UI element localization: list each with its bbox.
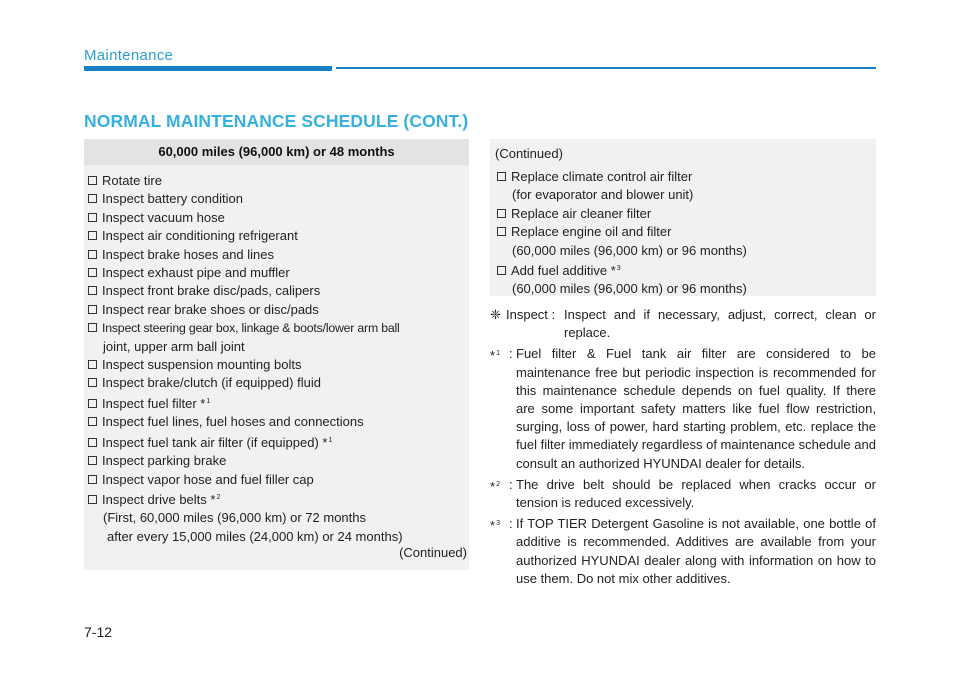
list-item: Inspect battery condition xyxy=(88,190,469,208)
footnote-colon: : xyxy=(509,346,513,362)
inspect-note xyxy=(490,306,876,342)
checkbox-icon xyxy=(88,231,97,240)
inspect-note-label xyxy=(490,306,564,342)
list-item: Inspect front brake disc/pads, calipers xyxy=(88,282,469,300)
continued-label: (Continued) xyxy=(399,545,467,560)
checkbox-icon xyxy=(88,323,97,332)
list-item-continuation: (for evaporator and blower unit) xyxy=(512,187,694,203)
checkbox-icon xyxy=(88,305,97,314)
checkbox-icon xyxy=(497,172,506,181)
list-item: Add fuel additive *$^3$ xyxy=(497,260,876,280)
footnote-mark: 1 xyxy=(328,436,333,444)
checkbox-icon xyxy=(88,378,97,387)
list-item: Inspect fuel tank air filter (if equipped) *$^1$ xyxy=(88,432,469,452)
list-item: Inspect vacuum hose xyxy=(88,209,469,227)
checkbox-icon xyxy=(88,456,97,465)
list-item: Inspect brake hoses and lines xyxy=(88,246,469,264)
list-item: Rotate tire xyxy=(88,172,469,190)
footnote-text: Fuel filter & Fuel tank air filter are considered to be maintenance free but periodic inspection is recommended for this maintenance schedule depends on fuel quality. If there are some important safety matters like fuel flow restriction, surging, loss of power, hard starting problem, etc. replace the fuel filter immediately regardless of maintenance schedule and consult an authorized HYUNDAI dealer for details. xyxy=(516,346,876,471)
list-item: Inspect parking brake xyxy=(88,452,469,470)
footnote-3 xyxy=(490,515,876,588)
header-rule-thick xyxy=(84,66,332,71)
list-item-continuation: (60,000 miles (96,000 km) or 96 months) xyxy=(512,281,747,297)
list-item-continuation: (60,000 miles (96,000 km) or 96 months) xyxy=(512,242,747,258)
checkbox-icon xyxy=(88,438,97,447)
inspect-label: Inspect : xyxy=(506,307,556,322)
footnote-colon: : xyxy=(509,516,513,532)
checkbox-icon xyxy=(88,399,97,408)
schedule-box-60000 xyxy=(84,139,469,570)
footnote-colon: : xyxy=(509,476,513,492)
section-label: Maintenance xyxy=(84,47,174,64)
checkbox-icon xyxy=(88,286,97,295)
list-item: Inspect exhaust pipe and muffler xyxy=(88,264,469,282)
schedule-heading: 60,000 miles (96,000 km) or 48 months xyxy=(84,139,469,165)
schedule-items xyxy=(84,165,469,546)
header-rule-thin xyxy=(336,67,876,69)
list-item: Inspect drive belts *$^2$ xyxy=(88,489,469,509)
list-item: Inspect brake/clutch (if equipped) fluid xyxy=(88,374,469,392)
checkbox-icon xyxy=(88,417,97,426)
footnote-1 xyxy=(490,345,876,472)
list-item: Inspect air conditioning refrigerant xyxy=(88,227,469,245)
schedule-box-continued xyxy=(490,139,876,296)
list-item-continuation: (First, 60,000 miles (96,000 km) or 72 months xyxy=(103,510,366,526)
list-item: Replace engine oil and filter xyxy=(497,223,876,241)
list-item: Inspect rear brake shoes or disc/pads xyxy=(88,301,469,319)
checkbox-icon xyxy=(88,268,97,277)
page-title: NORMAL MAINTENANCE SCHEDULE (CONT.) xyxy=(84,111,469,131)
checkbox-icon xyxy=(88,250,97,259)
page-number: 7-12 xyxy=(84,624,113,640)
footnote-text: The drive belt should be replaced when cracks occur or tension is reduced excessively. xyxy=(516,476,876,511)
schedule-items xyxy=(490,163,876,299)
list-item: Inspect fuel filter *$^1$ xyxy=(88,393,469,413)
list-item: Replace climate control air filter xyxy=(497,168,876,186)
checkbox-icon xyxy=(497,209,506,218)
checkbox-icon xyxy=(88,475,97,484)
checkbox-icon xyxy=(88,495,97,504)
list-item-continuation: joint, upper arm ball joint xyxy=(103,338,245,354)
list-item: Replace air cleaner filter xyxy=(497,205,876,223)
footnote-mark: *$^1$ xyxy=(490,348,500,364)
footnote-mark: 2 xyxy=(216,493,221,501)
footnote-mark: 3 xyxy=(616,265,621,273)
asterism-icon: ❈ xyxy=(490,307,501,322)
continued-label: (Continued) xyxy=(495,146,563,161)
footnote-mark: *$^2$ xyxy=(490,478,500,494)
footnote-mark: *$^3$ xyxy=(490,518,500,534)
footnotes xyxy=(490,306,876,591)
list-item: Inspect steering gear box, linkage & boots/lower arm ball xyxy=(88,319,469,337)
inspect-note-text: Inspect and if necessary, adjust, correct, clean or replace. xyxy=(564,307,876,341)
list-item: Inspect fuel lines, fuel hoses and connections xyxy=(88,413,469,431)
list-item: Inspect suspension mounting bolts xyxy=(88,356,469,374)
list-item-continuation: after every 15,000 miles (24,000 km) or 24 months) xyxy=(107,528,403,544)
footnote-mark: 1 xyxy=(206,397,211,405)
checkbox-icon xyxy=(497,227,506,236)
checkbox-icon xyxy=(88,213,97,222)
checkbox-icon xyxy=(88,176,97,185)
checkbox-icon xyxy=(88,194,97,203)
checkbox-icon xyxy=(497,266,506,275)
footnote-2 xyxy=(490,476,876,512)
list-item: Inspect vapor hose and fuel filler cap xyxy=(88,471,469,489)
footnote-text: If TOP TIER Detergent Gasoline is not available, one bottle of additive is recommended. Additives are available from your authorized HYUNDAI dealer along with information on how to use them. Do not mix other additives. xyxy=(516,516,876,586)
checkbox-icon xyxy=(88,360,97,369)
